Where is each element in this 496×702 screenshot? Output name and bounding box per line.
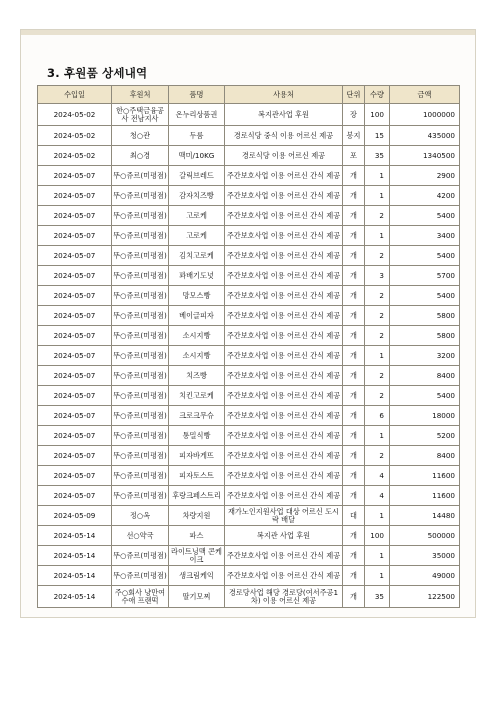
cell-qty: 1 <box>365 546 390 566</box>
cell-item: 고로케 <box>169 206 225 226</box>
table-header-row <box>38 86 460 104</box>
cell-unit: 개 <box>343 546 365 566</box>
cell-unit: 개 <box>343 346 365 366</box>
cell-qty: 100 <box>365 526 390 546</box>
cell-date: 2024-05-14 <box>38 526 112 546</box>
cell-amount: 435000 <box>390 126 460 146</box>
cell-item: 피자토스트 <box>169 466 225 486</box>
cell-usage: 주간보호사업 이용 어르신 간식 제공 <box>225 186 343 206</box>
cell-item: 감자치즈빵 <box>169 186 225 206</box>
cell-item: 차량지원 <box>169 506 225 526</box>
cell-unit: 개 <box>343 266 365 286</box>
table-row <box>38 346 460 366</box>
table-row <box>38 506 460 526</box>
cell-item: 통밀식빵 <box>169 426 225 446</box>
cell-unit: 개 <box>343 306 365 326</box>
cell-date: 2024-05-07 <box>38 306 112 326</box>
table-row <box>38 586 460 608</box>
cell-amount: 11600 <box>390 486 460 506</box>
table-row <box>38 226 460 246</box>
cell-item: 망모스빵 <box>169 286 225 306</box>
cell-amount: 5800 <box>390 306 460 326</box>
cell-date: 2024-05-07 <box>38 466 112 486</box>
cell-donor: 뚜○쥬르(미평점) <box>112 286 169 306</box>
cell-qty: 2 <box>365 246 390 266</box>
cell-amount: 5800 <box>390 326 460 346</box>
cell-usage: 주간보호사업 이용 어르신 간식 제공 <box>225 446 343 466</box>
cell-date: 2024-05-07 <box>38 446 112 466</box>
cell-amount: 5200 <box>390 426 460 446</box>
cell-date: 2024-05-07 <box>38 366 112 386</box>
cell-qty: 6 <box>365 406 390 426</box>
cell-unit: 개 <box>343 226 365 246</box>
table-row <box>38 466 460 486</box>
cell-amount: 8400 <box>390 366 460 386</box>
section-title: 3. 후원품 상세내역 <box>47 66 148 80</box>
table-row <box>38 286 460 306</box>
table-row <box>38 246 460 266</box>
cell-usage: 주간보호사업 이용 어르신 간식 제공 <box>225 406 343 426</box>
header-qty: 수량 <box>365 86 390 104</box>
cell-unit: 개 <box>343 486 365 506</box>
cell-donor: 뚜○쥬르(미평점) <box>112 366 169 386</box>
cell-usage: 주간보호사업 이용 어르신 간식 제공 <box>225 226 343 246</box>
header-unit: 단위 <box>343 86 365 104</box>
cell-amount: 5400 <box>390 286 460 306</box>
cell-donor: 뚜○쥬르(미평점) <box>112 206 169 226</box>
cell-qty: 100 <box>365 104 390 126</box>
cell-date: 2024-05-07 <box>38 486 112 506</box>
cell-amount: 14480 <box>390 506 460 526</box>
table-row <box>38 146 460 166</box>
cell-date: 2024-05-07 <box>38 286 112 306</box>
cell-usage: 주간보호사업 이용 어르신 간식 제공 <box>225 286 343 306</box>
cell-item: 크로크무슈 <box>169 406 225 426</box>
cell-item: 피자바게뜨 <box>169 446 225 466</box>
cell-donor: 뚜○쥬르(미평점) <box>112 566 169 586</box>
cell-amount: 1340500 <box>390 146 460 166</box>
cell-unit: 개 <box>343 206 365 226</box>
cell-qty: 15 <box>365 126 390 146</box>
cell-donor: 뚜○쥬르(미평점) <box>112 466 169 486</box>
cell-qty: 1 <box>365 426 390 446</box>
cell-date: 2024-05-14 <box>38 586 112 608</box>
cell-usage: 주간보호사업 이용 어르신 간식 제공 <box>225 206 343 226</box>
cell-amount: 8400 <box>390 446 460 466</box>
cell-item: 라이트닝맥 콘케이크 <box>169 546 225 566</box>
cell-donor: 최○경 <box>112 146 169 166</box>
table-row <box>38 406 460 426</box>
cell-date: 2024-05-07 <box>38 166 112 186</box>
cell-usage: 주간보호사업 이용 어르신 간식 제공 <box>225 326 343 346</box>
cell-amount: 1000000 <box>390 104 460 126</box>
document-page <box>20 29 476 618</box>
cell-date: 2024-05-07 <box>38 206 112 226</box>
cell-item: 후랑크페스트리 <box>169 486 225 506</box>
cell-usage: 경로당사업 해당 경로당(여서주공1차) 이용 어르신 제공 <box>225 586 343 608</box>
table-row <box>38 546 460 566</box>
cell-qty: 1 <box>365 506 390 526</box>
cell-item: 치킨고로케 <box>169 386 225 406</box>
cell-amount: 4200 <box>390 186 460 206</box>
table-row <box>38 266 460 286</box>
cell-amount: 3200 <box>390 346 460 366</box>
cell-unit: 개 <box>343 286 365 306</box>
cell-date: 2024-05-14 <box>38 566 112 586</box>
cell-amount: 500000 <box>390 526 460 546</box>
cell-item: 꽈배기도넛 <box>169 266 225 286</box>
cell-date: 2024-05-14 <box>38 546 112 566</box>
cell-usage: 주간보호사업 이용 어르신 간식 제공 <box>225 246 343 266</box>
cell-donor: 뚜○쥬르(미평점) <box>112 166 169 186</box>
cell-qty: 4 <box>365 466 390 486</box>
cell-qty: 3 <box>365 266 390 286</box>
cell-item: 소시지빵 <box>169 326 225 346</box>
cell-usage: 주간보호사업 이용 어르신 간식 제공 <box>225 426 343 446</box>
table-row <box>38 386 460 406</box>
cell-unit: 개 <box>343 526 365 546</box>
cell-unit: 포 <box>343 146 365 166</box>
cell-usage: 경로식당 이용 어르신 제공 <box>225 146 343 166</box>
cell-item: 생크림케익 <box>169 566 225 586</box>
cell-amount: 49000 <box>390 566 460 586</box>
cell-donor: 뚜○쥬르(미평점) <box>112 546 169 566</box>
cell-date: 2024-05-07 <box>38 406 112 426</box>
table-row <box>38 126 460 146</box>
cell-usage: 주간보호사업 이용 어르신 간식 제공 <box>225 486 343 506</box>
cell-unit: 개 <box>343 586 365 608</box>
donation-detail-table <box>37 85 460 608</box>
cell-date: 2024-05-02 <box>38 104 112 126</box>
cell-donor: 뚜○쥬르(미평점) <box>112 186 169 206</box>
cell-usage: 주간보호사업 이용 어르신 간식 제공 <box>225 306 343 326</box>
table-row <box>38 446 460 466</box>
cell-donor: 뚜○쥬르(미평점) <box>112 226 169 246</box>
cell-usage: 주간보호사업 이용 어르신 간식 제공 <box>225 366 343 386</box>
cell-donor: 뚜○쥬르(미평점) <box>112 426 169 446</box>
table-row <box>38 526 460 546</box>
cell-donor: 주○회사 냥만여수애 프랜떡 <box>112 586 169 608</box>
cell-amount: 5700 <box>390 266 460 286</box>
cell-qty: 1 <box>365 226 390 246</box>
cell-usage: 주간보호사업 이용 어르신 간식 제공 <box>225 566 343 586</box>
cell-qty: 2 <box>365 366 390 386</box>
cell-qty: 1 <box>365 166 390 186</box>
cell-usage: 주간보호사업 이용 어르신 간식 제공 <box>225 466 343 486</box>
cell-unit: 대 <box>343 506 365 526</box>
cell-amount: 35000 <box>390 546 460 566</box>
cell-item: 치즈빵 <box>169 366 225 386</box>
cell-donor: 뚜○쥬르(미평점) <box>112 266 169 286</box>
cell-usage: 주간보호사업 이용 어르신 간식 제공 <box>225 266 343 286</box>
table-row <box>38 186 460 206</box>
cell-item: 파스 <box>169 526 225 546</box>
cell-date: 2024-05-07 <box>38 326 112 346</box>
cell-usage: 주간보호사업 이용 어르신 간식 제공 <box>225 346 343 366</box>
page-top-bar <box>21 30 475 35</box>
table-row <box>38 366 460 386</box>
cell-item: 딸기모찌 <box>169 586 225 608</box>
cell-qty: 1 <box>365 186 390 206</box>
cell-item: 맥미/10KG <box>169 146 225 166</box>
cell-unit: 개 <box>343 446 365 466</box>
table-row <box>38 306 460 326</box>
cell-date: 2024-05-07 <box>38 426 112 446</box>
cell-amount: 2900 <box>390 166 460 186</box>
cell-qty: 2 <box>365 446 390 466</box>
cell-unit: 개 <box>343 566 365 586</box>
cell-qty: 35 <box>365 586 390 608</box>
header-date: 수입일 <box>38 86 112 104</box>
cell-amount: 11600 <box>390 466 460 486</box>
cell-qty: 2 <box>365 326 390 346</box>
cell-donor: 청○관 <box>112 126 169 146</box>
cell-donor: 정○옥 <box>112 506 169 526</box>
cell-amount: 5400 <box>390 206 460 226</box>
cell-donor: 뚜○쥬르(미평점) <box>112 346 169 366</box>
table-row <box>38 426 460 446</box>
cell-unit: 개 <box>343 326 365 346</box>
cell-unit: 개 <box>343 186 365 206</box>
cell-qty: 2 <box>365 206 390 226</box>
table-row <box>38 486 460 506</box>
cell-date: 2024-05-02 <box>38 146 112 166</box>
cell-qty: 2 <box>365 306 390 326</box>
header-amount: 금액 <box>390 86 460 104</box>
cell-donor: 뚜○쥬르(미평점) <box>112 246 169 266</box>
cell-qty: 1 <box>365 346 390 366</box>
cell-usage: 재가노인지원사업 대상 어르신 도시락 배달 <box>225 506 343 526</box>
cell-amount: 122500 <box>390 586 460 608</box>
cell-usage: 경로식당 중식 이용 어르신 제공 <box>225 126 343 146</box>
cell-amount: 5400 <box>390 246 460 266</box>
cell-date: 2024-05-07 <box>38 346 112 366</box>
cell-unit: 개 <box>343 386 365 406</box>
table-row <box>38 166 460 186</box>
cell-unit: 개 <box>343 426 365 446</box>
cell-donor: 뚜○쥬르(미평점) <box>112 486 169 506</box>
cell-date: 2024-05-07 <box>38 266 112 286</box>
cell-usage: 주간보호사업 이용 어르신 간식 제공 <box>225 386 343 406</box>
cell-usage: 복지관사업 후원 <box>225 104 343 126</box>
cell-amount: 5400 <box>390 386 460 406</box>
table-body <box>38 104 460 608</box>
cell-qty: 4 <box>365 486 390 506</box>
cell-donor: 뚜○쥬르(미평점) <box>112 406 169 426</box>
cell-usage: 주간보호사업 이용 어르신 간식 제공 <box>225 166 343 186</box>
cell-date: 2024-05-07 <box>38 226 112 246</box>
cell-date: 2024-05-02 <box>38 126 112 146</box>
cell-item: 갈릭브레드 <box>169 166 225 186</box>
cell-qty: 1 <box>365 566 390 586</box>
cell-usage: 주간보호사업 이용 어르신 간식 제공 <box>225 546 343 566</box>
cell-usage: 복지관 사업 후원 <box>225 526 343 546</box>
cell-item: 고로케 <box>169 226 225 246</box>
cell-unit: 개 <box>343 166 365 186</box>
header-usage: 사용처 <box>225 86 343 104</box>
cell-date: 2024-05-07 <box>38 186 112 206</box>
cell-unit: 개 <box>343 366 365 386</box>
cell-qty: 2 <box>365 386 390 406</box>
cell-donor: 뚜○쥬르(미평점) <box>112 326 169 346</box>
table-row <box>38 206 460 226</box>
cell-unit: 개 <box>343 246 365 266</box>
cell-item: 김치고로케 <box>169 246 225 266</box>
cell-donor: 한○주택금융공사 전남지사 <box>112 104 169 126</box>
cell-item: 온누리상품권 <box>169 104 225 126</box>
cell-qty: 35 <box>365 146 390 166</box>
cell-unit: 개 <box>343 406 365 426</box>
cell-item: 베이글피자 <box>169 306 225 326</box>
cell-item: 소시지빵 <box>169 346 225 366</box>
cell-unit: 개 <box>343 466 365 486</box>
cell-donor: 뚜○쥬르(미평점) <box>112 386 169 406</box>
table-row <box>38 326 460 346</box>
table-row <box>38 566 460 586</box>
cell-date: 2024-05-07 <box>38 246 112 266</box>
table-row <box>38 104 460 126</box>
cell-qty: 2 <box>365 286 390 306</box>
header-donor: 후원처 <box>112 86 169 104</box>
cell-unit: 봉지 <box>343 126 365 146</box>
cell-donor: 선○약국 <box>112 526 169 546</box>
cell-donor: 뚜○쥬르(미평점) <box>112 446 169 466</box>
header-item: 품명 <box>169 86 225 104</box>
cell-donor: 뚜○쥬르(미평점) <box>112 306 169 326</box>
cell-date: 2024-05-09 <box>38 506 112 526</box>
cell-date: 2024-05-07 <box>38 386 112 406</box>
cell-amount: 3400 <box>390 226 460 246</box>
cell-amount: 18000 <box>390 406 460 426</box>
cell-item: 두룸 <box>169 126 225 146</box>
cell-unit: 장 <box>343 104 365 126</box>
